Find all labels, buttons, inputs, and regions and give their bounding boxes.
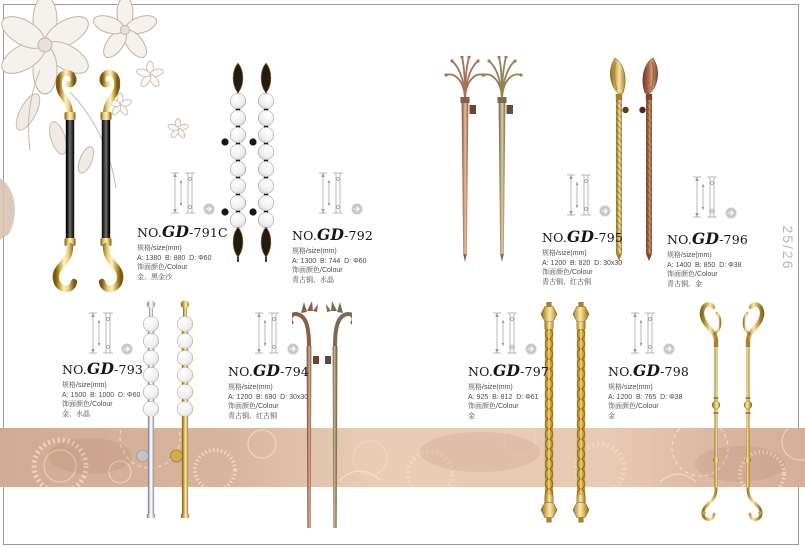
- spec-colours: 金、黑金沙: [137, 273, 172, 281]
- spec-colour-label: 饰面颜色/Colour: [468, 403, 519, 411]
- dimension-diagram: [622, 308, 680, 360]
- spec-size-label: 规格/size(mm): [292, 248, 337, 255]
- spec-colour-label: 饰面颜色/Colour: [228, 403, 279, 411]
- spec-colours: 金: [608, 412, 615, 420]
- spec-dimensions: A: 925 B: 812 D: Φ61: [468, 393, 539, 401]
- product-title: NO.GD-797: [468, 361, 550, 380]
- spec-colours: 青古铜、金: [667, 280, 702, 288]
- product-title: NO.GD-793: [62, 359, 144, 378]
- product-title: NO.GD-794: [228, 361, 310, 380]
- spec-colour-label: 饰面颜色/Colour: [292, 267, 343, 275]
- spec-dimensions: A: 1200 B: 690 D: 30x30: [228, 393, 309, 401]
- spec-colours: 金: [468, 412, 475, 420]
- spec-size-label: 规格/size(mm): [468, 384, 513, 391]
- product-title: NO.GD-795: [542, 227, 624, 246]
- arrow-badge-icon: [288, 344, 299, 355]
- arrow-badge-icon: [726, 208, 737, 219]
- spec-dimensions: A: 1300 B: 744 D: Φ60: [292, 257, 367, 265]
- product-photo-gd-795: [444, 56, 526, 268]
- spec-dimensions: A: 1200 B: 765 D: Φ38: [608, 393, 683, 401]
- arrow-badge-icon: [526, 344, 537, 355]
- product-title: NO.GD-792: [292, 225, 374, 244]
- spec-colours: 青古铜、红古铜: [542, 278, 591, 286]
- spec-size-label: 规格/size(mm): [608, 384, 653, 391]
- dimension-diagram: [246, 308, 304, 360]
- spec-colours: 青古铜、红古铜: [228, 412, 277, 420]
- decorative-band: [0, 428, 805, 487]
- spec-size-label: 规格/size(mm): [62, 382, 107, 389]
- spec-colours: 青古铜、水晶: [292, 276, 334, 284]
- dimension-diagram: [310, 168, 368, 220]
- product-photo-gd-791c: [52, 68, 124, 296]
- spec-size-label: 规格/size(mm): [542, 250, 587, 257]
- spec-size-label: 规格/size(mm): [667, 252, 712, 259]
- arrow-badge-icon: [204, 204, 215, 215]
- arrow-badge-icon: [122, 344, 133, 355]
- spec-colour-label: 饰面颜色/Colour: [667, 271, 718, 279]
- product-title: NO.GD-796: [667, 229, 749, 248]
- spec-dimensions: A: 1400 B: 850 D: Φ38: [667, 261, 742, 269]
- spec-colour-label: 饰面颜色/Colour: [608, 403, 659, 411]
- spec-dimensions: A: 1380 B: 880 D: Φ60: [137, 254, 212, 262]
- spec-size-label: 规格/size(mm): [137, 245, 182, 252]
- spec-colours: 金、水晶: [62, 410, 90, 418]
- spec-size-label: 规格/size(mm): [228, 384, 273, 391]
- product-title: NO.GD-791C: [137, 222, 228, 241]
- dimension-diagram: [484, 308, 542, 360]
- spec-dimensions: A: 1200 B: 820 D: 30x30: [542, 259, 623, 267]
- dimension-diagram: [684, 172, 742, 224]
- spec-colour-label: 饰面颜色/Colour: [62, 401, 113, 409]
- spec-colour-label: 饰面颜色/Colour: [137, 264, 188, 272]
- spec-colour-label: 饰面颜色/Colour: [542, 269, 593, 277]
- arrow-badge-icon: [664, 344, 675, 355]
- lace-pattern: [0, 428, 805, 487]
- dimension-diagram: [162, 168, 220, 220]
- page-number: 25/26: [780, 225, 796, 271]
- spec-dimensions: A: 1500 B: 1000 D: Φ60: [62, 391, 141, 399]
- product-title: NO.GD-798: [608, 361, 690, 380]
- arrow-badge-icon: [352, 204, 363, 215]
- dimension-diagram: [80, 308, 138, 360]
